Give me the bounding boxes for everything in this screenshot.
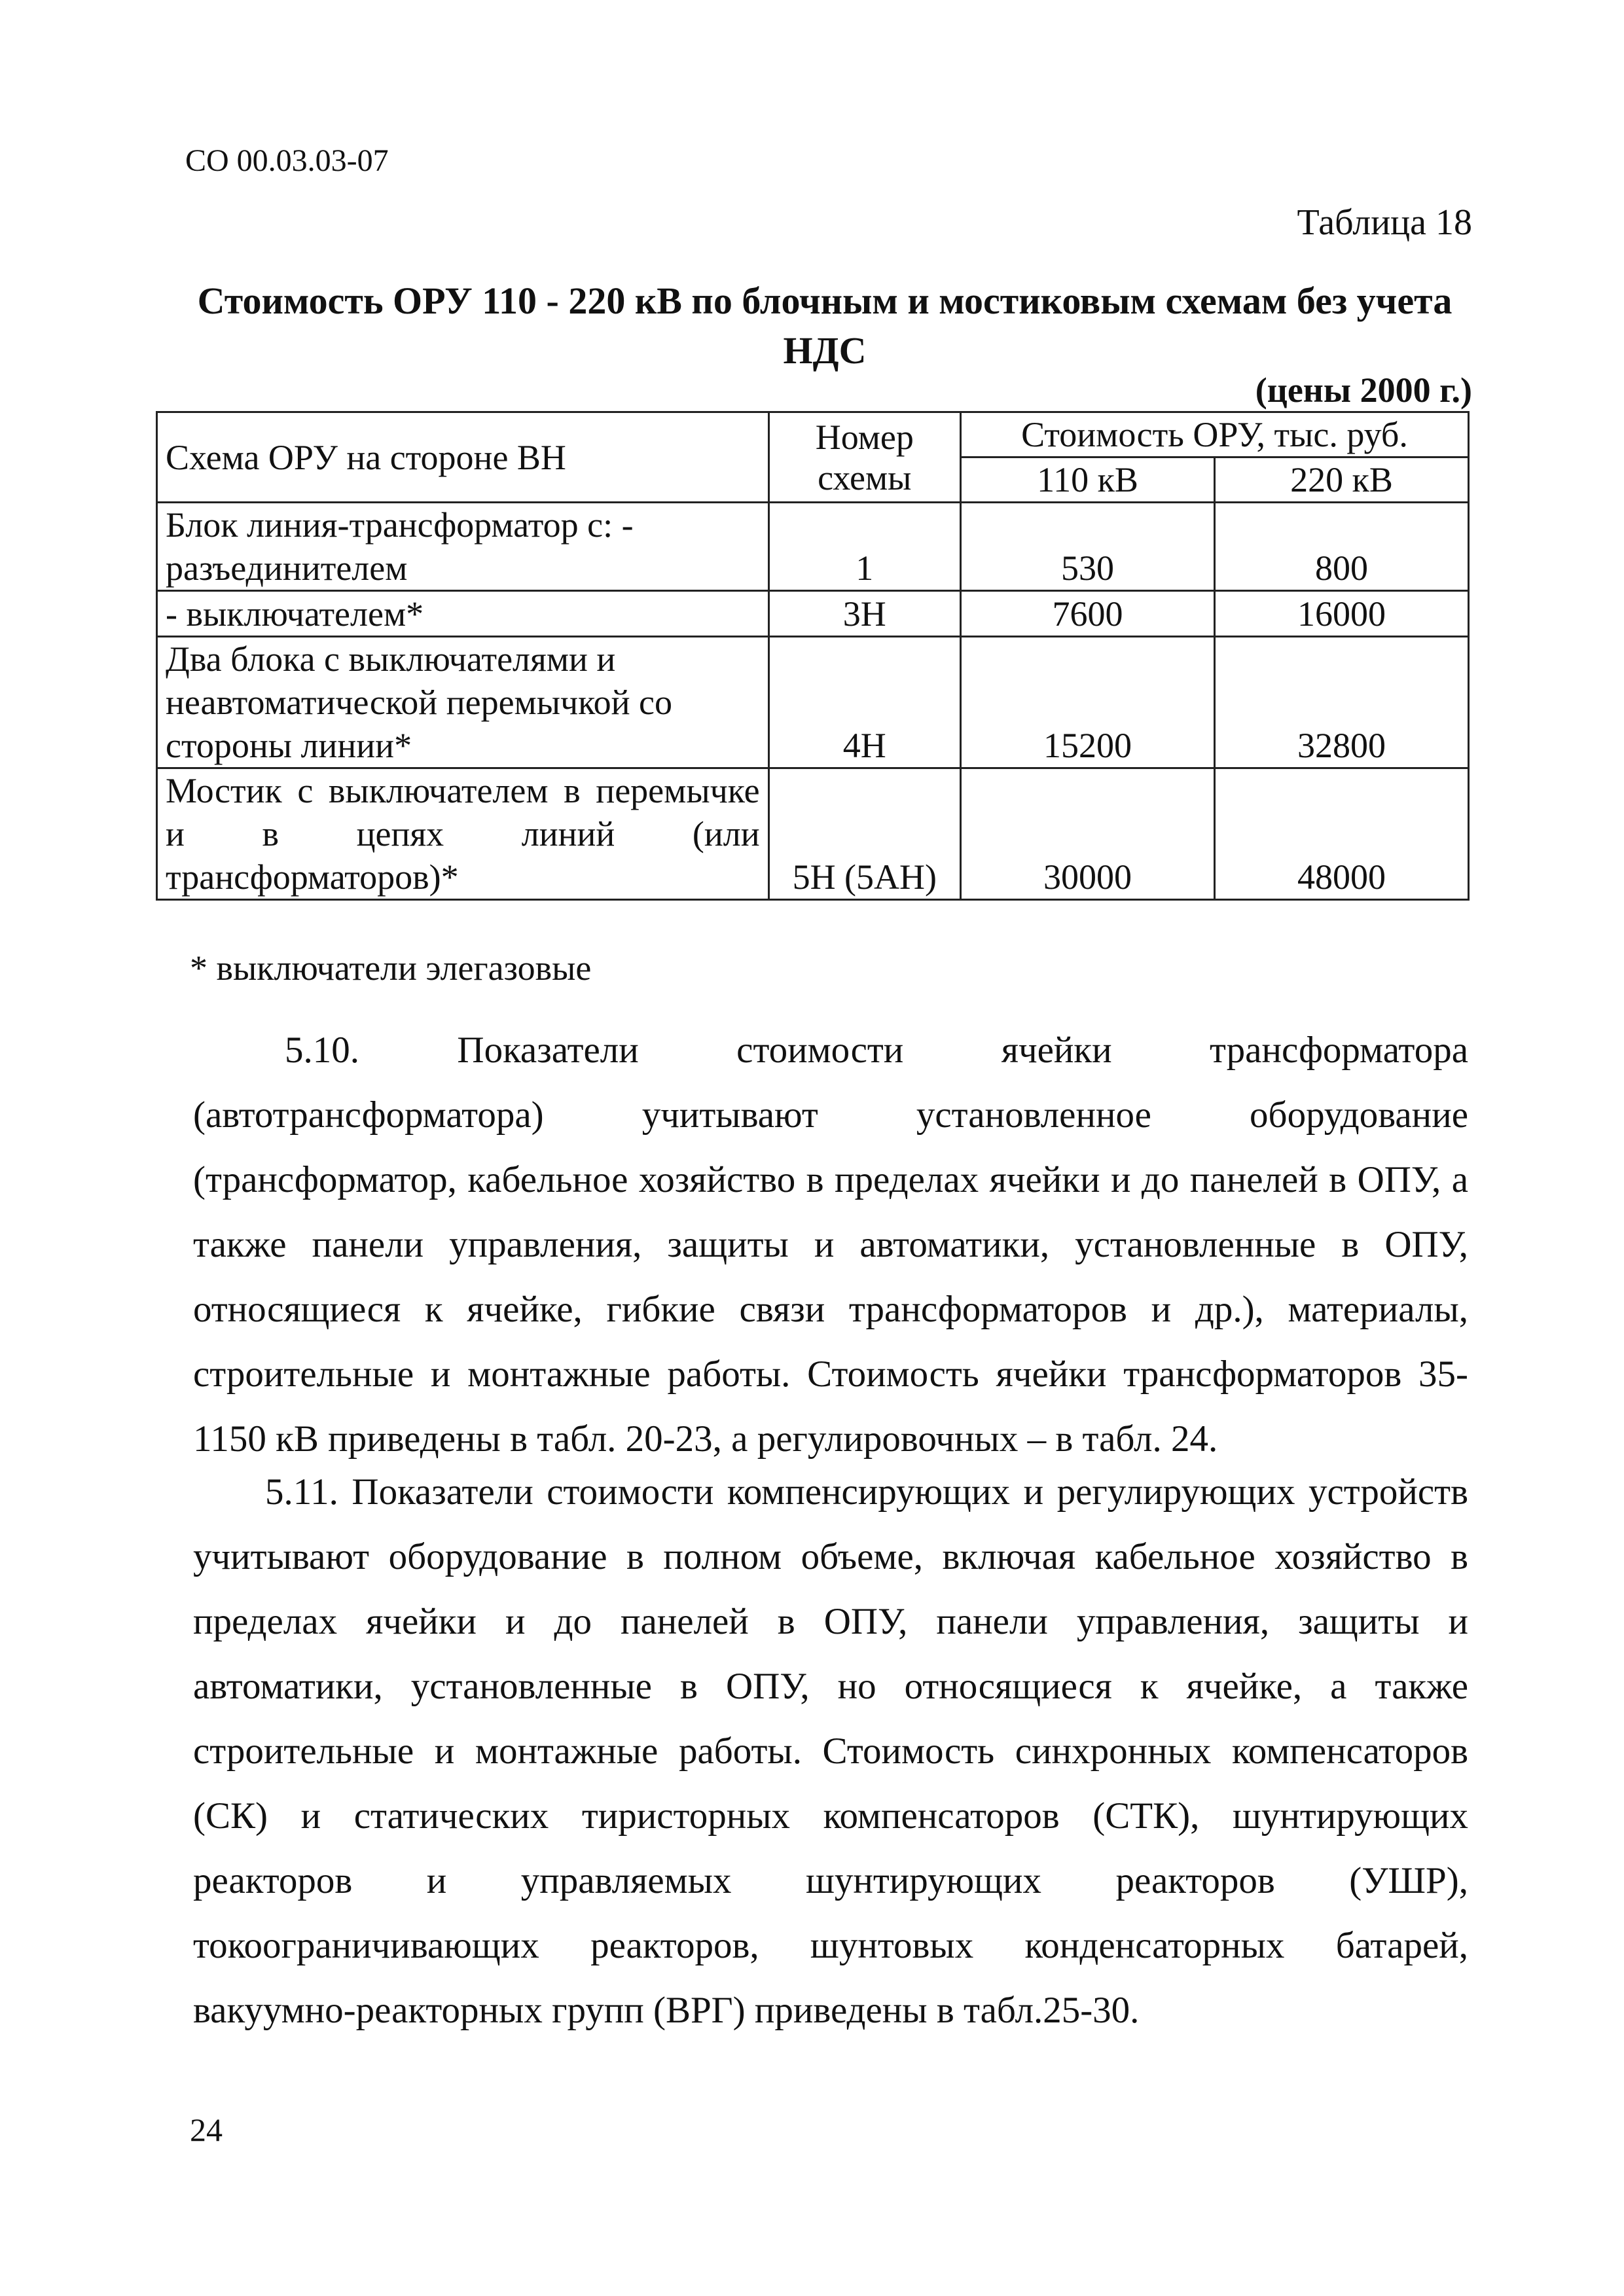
table-title: Стоимость ОРУ 110 - 220 кВ по блочным и мостиковым схемам без учета НДС [197,279,1453,372]
header-number: Номер схемы [768,412,960,503]
row-cost-220: 48000 [1214,768,1468,900]
row-description: - выключателем* [157,591,769,637]
row-description: Блок линия-трансформатор с: - разъединителем [157,503,769,591]
row-number: 5Н (5АН) [768,768,960,900]
table-header-row [157,412,1469,457]
document-code: СО 00.03.03-07 [185,143,389,178]
row-cost-110: 30000 [960,768,1214,900]
prices-note: (цены 2000 г.) [1255,370,1472,410]
table-number: Таблица 18 [1297,202,1472,243]
footnote: * выключатели элегазовые [190,948,592,988]
row-cost-220: 32800 [1214,637,1468,768]
page-number: 24 [190,2111,223,2148]
row-number: 3Н [768,591,960,637]
paragraph-5-11: 5.11. Показатели стоимости компенсирующих и регулирующих устройств учитывают оборудование в полном объеме, включая кабельное хозяйство в пределах ячейки и до панелей в ОПУ, панели управления, защиты и автоматики, установленные в ОПУ, но относящиеся к ячейке, а также строительные и монтажные работы. Стоимость синхронных компенсаторов (СК) и статических тиристорных компенсаторов (СТК), шунтирующих реакторов и управляемых шунтирующих реакторов (УШР), токоограничивающих реакторов, шунтовых конденсаторных батарей, вакуумно-реакторных групп (ВРГ) приведены в табл.25-30. [193,1471,1468,2031]
header-110kv: 110 кВ [960,457,1214,503]
row-cost-220: 800 [1214,503,1468,591]
cost-table [156,411,1470,901]
table-row [157,768,1469,900]
paragraph-5-10: 5.10. Показатели стоимости ячейки трансформатора (автотрансформатора) учитывают установленное оборудование (трансформатор, кабельное хозяйство в пределах ячейки и до панелей в ОПУ, а также панели управления, защиты и автоматики, установленные в ОПУ, относящиеся к ячейке, гибкие связи трансформаторов и др.), материалы, строительные и монтажные работы. Стоимость ячейки трансформаторов 35-1150 кВ приведены в табл. 20-23, а регулировочных – в табл. 24. [193,1030,1468,1460]
row-cost-110: 530 [960,503,1214,591]
row-description: Мостик с выключателем в перемычке и в цепях линий (или трансформаторов)* [157,768,769,900]
header-220kv: 220 кВ [1214,457,1468,503]
row-description: Два блока с выключателями и неавтоматической перемычкой со стороны линии* [157,637,769,768]
row-cost-110: 15200 [960,637,1214,768]
table-row [157,637,1469,768]
table-row [157,503,1469,591]
row-number: 1 [768,503,960,591]
row-cost-220: 16000 [1214,591,1468,637]
header-scheme: Схема ОРУ на стороне ВН [157,412,769,503]
row-cost-110: 7600 [960,591,1214,637]
row-number: 4Н [768,637,960,768]
table-row [157,591,1469,637]
header-cost: Стоимость ОРУ, тыс. руб. [960,412,1468,457]
